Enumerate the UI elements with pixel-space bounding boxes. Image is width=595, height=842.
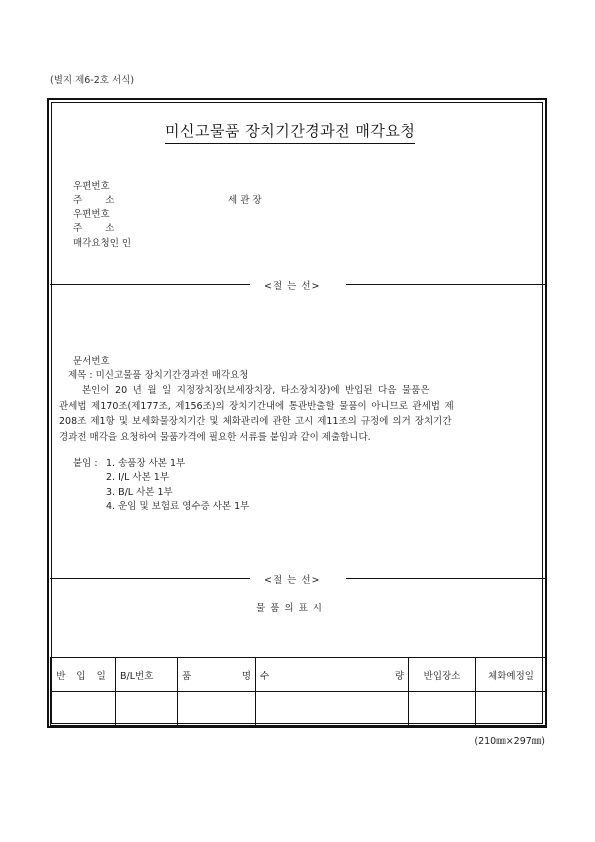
paragraph-line: 관세법 제170조(제177조, 제156조)의 장치기간내에 통관반출할 물품이 아니므로 관세법 제 [59,400,454,412]
cut-line-label-2: <절 는 선> [264,575,321,586]
attachment-item: 4. 운임 및 보험료 영수증 사본 1부 [106,501,250,512]
postal-code-label-2: 우편번호 [73,209,110,220]
col-quantity-b: 량 [394,670,404,682]
cell-entry-date[interactable] [51,692,116,726]
cut-line-right-1 [346,284,546,285]
address-label-1: 주 소 [73,195,115,206]
col-quantity [256,658,409,692]
col-entry-date: 반 입 일 [51,658,116,692]
col-entry-place: 반입장소 [409,658,476,692]
cell-bl-number[interactable] [116,692,178,726]
col-item-name [178,658,256,692]
col-quantity-a: 수 [260,670,270,682]
goods-table [50,657,547,726]
goods-table-header [51,658,547,692]
paragraph-line: 208조 제1항 및 보세화물장치기간 및 체화관리에 관한 고시 제11조의 규정에 의거 장치기간 [59,416,452,427]
col-item-name-a: 품 [182,670,192,682]
paper-size-note: (210㎜×297㎜) [474,736,545,747]
attachment-item: 2. I/L 사본 1부 [106,472,169,483]
postal-code-label-1: 우편번호 [73,181,110,192]
document-title: 미신고물품 장치기간경과전 매각요청 [165,120,415,144]
request-paragraph [59,383,537,445]
cut-line-right-2 [346,578,546,579]
doc-number-label: 문서번호 [73,356,110,367]
paragraph-line: 경과전 매각을 요청하여 물품가격에 필요한 서류를 붙임과 같이 제출합니다. [59,431,371,443]
requester-label: 매각요청인 인 [73,238,132,249]
goods-section-title: 물 품 의 표 시 [256,603,323,614]
customs-head-label: 세 관 장 [228,195,262,206]
form-code: (별지 제6-2호 서식) [50,75,135,86]
address-label-2: 주 소 [73,223,115,234]
attachment-item: 1. 송품장 사본 1부 [106,458,186,469]
subject-line: 제목 : 미신고물품 장치기간경과전 매각요청 [68,370,249,381]
paragraph-line: 본인이 20 년 월 일 지정장치장(보세장치장, 타소장치장)에 반입된 다음 물품은 [82,385,430,396]
col-item-name-b: 명 [241,670,251,682]
attachments-label: 붙임 : [73,458,98,469]
goods-table-row [51,692,547,726]
cut-line-label-1: <절 는 선> [264,281,321,292]
cut-line-left-2 [50,578,250,579]
col-overdue-date: 체화예정일 [476,658,547,692]
attachment-item: 3. B/L 사본 1부 [106,487,173,498]
cell-overdue-date[interactable] [476,692,547,726]
cell-quantity[interactable] [256,692,409,726]
cut-line-left-1 [50,284,250,285]
cell-entry-place[interactable] [409,692,476,726]
col-bl-number: B/L번호 [116,658,178,692]
cell-item-name[interactable] [178,692,256,726]
